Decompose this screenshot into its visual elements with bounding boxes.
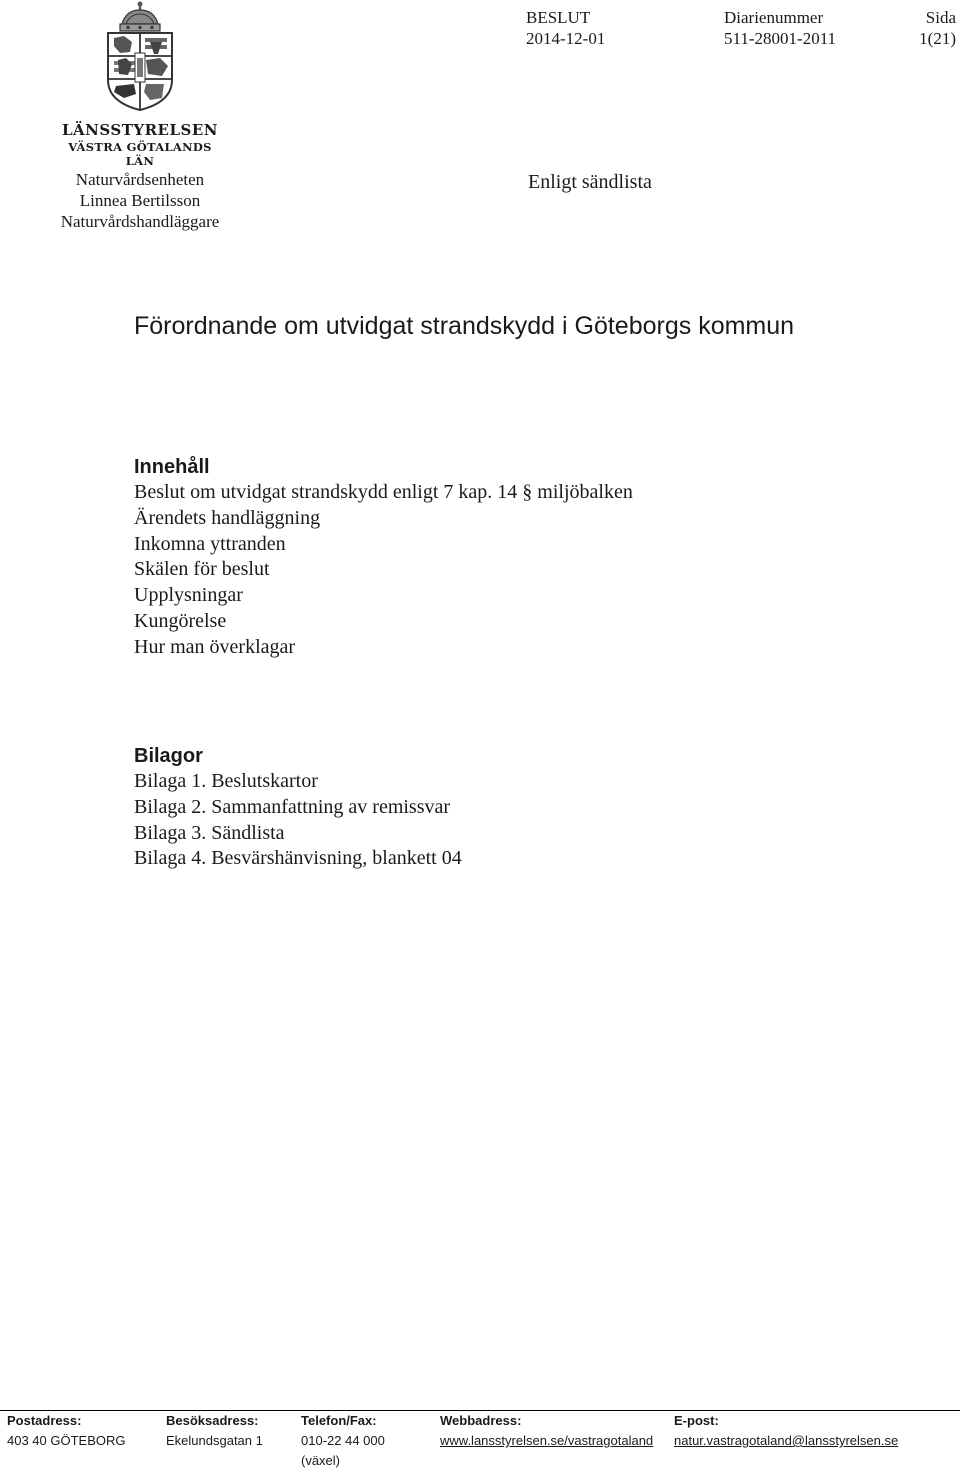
attachment-item: Bilaga 1. Beslutskartor [134,770,318,792]
contents-list [134,480,633,661]
contents-item: Hur man överklagar [134,635,296,658]
footer-email-label: E-post: [674,1413,719,1428]
page-number: 1(21) [919,29,956,48]
attachment-item: Bilaga 3. Sändlista [134,821,285,844]
attachment-item: Bilaga 4. Besvärshänvisning, blankett 04 [134,847,462,870]
attachments-heading: Bilagor [134,745,203,767]
coat-of-arms-icon [102,0,178,112]
footer-postal-label: Postadress: [7,1413,82,1428]
contents-heading: Innehåll [134,456,210,478]
diarienummer-label: Diarienummer [724,8,824,27]
footer-phone-label: Telefon/Fax: [301,1413,377,1428]
footer-phone-value: 010-22 44 000 [301,1433,385,1448]
contents-item: Ärendets handläggning [134,506,321,529]
diarienummer-block [724,7,836,49]
page-label: Sida [925,8,956,27]
contents-item: Skälen för beslut [134,558,270,581]
footer-web [440,1411,653,1451]
footer-postal-value: 403 40 GÖTEBORG [7,1433,126,1448]
logo-line-county: VÄSTRA GÖTALANDS LÄN [68,140,212,168]
page-number-block [890,7,956,49]
sender-role: Naturvårdshandläggare [60,212,220,231]
agency-logo [52,0,228,168]
contents-item: Inkomna yttranden [134,532,286,555]
sender-unit: Naturvårdsenheten [75,170,205,189]
footer-email [674,1411,898,1451]
attachment-item: Bilaga 2. Sammanfattning av remissvar [134,795,451,818]
footer-visit [166,1411,263,1451]
footer-visit-value: Ekelundsgatan 1 [166,1433,263,1448]
document-type: BESLUT [526,8,591,27]
footer-visit-label: Besöksadress: [166,1413,259,1428]
page-title: Förordnande om utvidgat strandskydd i Göteborgs kommun [134,312,795,340]
footer-email-link[interactable]: natur.vastragotaland@lansstyrelsen.se [674,1433,899,1448]
diarienummer-value: 511-28001-2011 [724,29,837,48]
sender-name: Linnea Bertilsson [79,191,201,210]
logo-line-agency: LÄNSSTYRELSEN [61,121,219,139]
document-type-block [526,7,605,49]
contents-item: Kungörelse [134,609,227,632]
recipient: Enligt sändlista [528,171,652,193]
footer-phone [301,1411,385,1471]
footer-web-link[interactable]: www.lansstyrelsen.se/vastragotaland [440,1433,654,1448]
footer-phone-note: (växel) [301,1453,341,1468]
attachments-list [134,769,462,872]
document-date: 2014-12-01 [526,29,606,48]
contents-item: Beslut om utvidgat strandskydd enligt 7 kap. 14 § miljöbalken [134,481,633,503]
sender-block [40,169,240,232]
contents-item: Upplysningar [134,584,243,607]
footer-web-label: Webbadress: [440,1413,522,1428]
footer-postal [7,1411,126,1451]
